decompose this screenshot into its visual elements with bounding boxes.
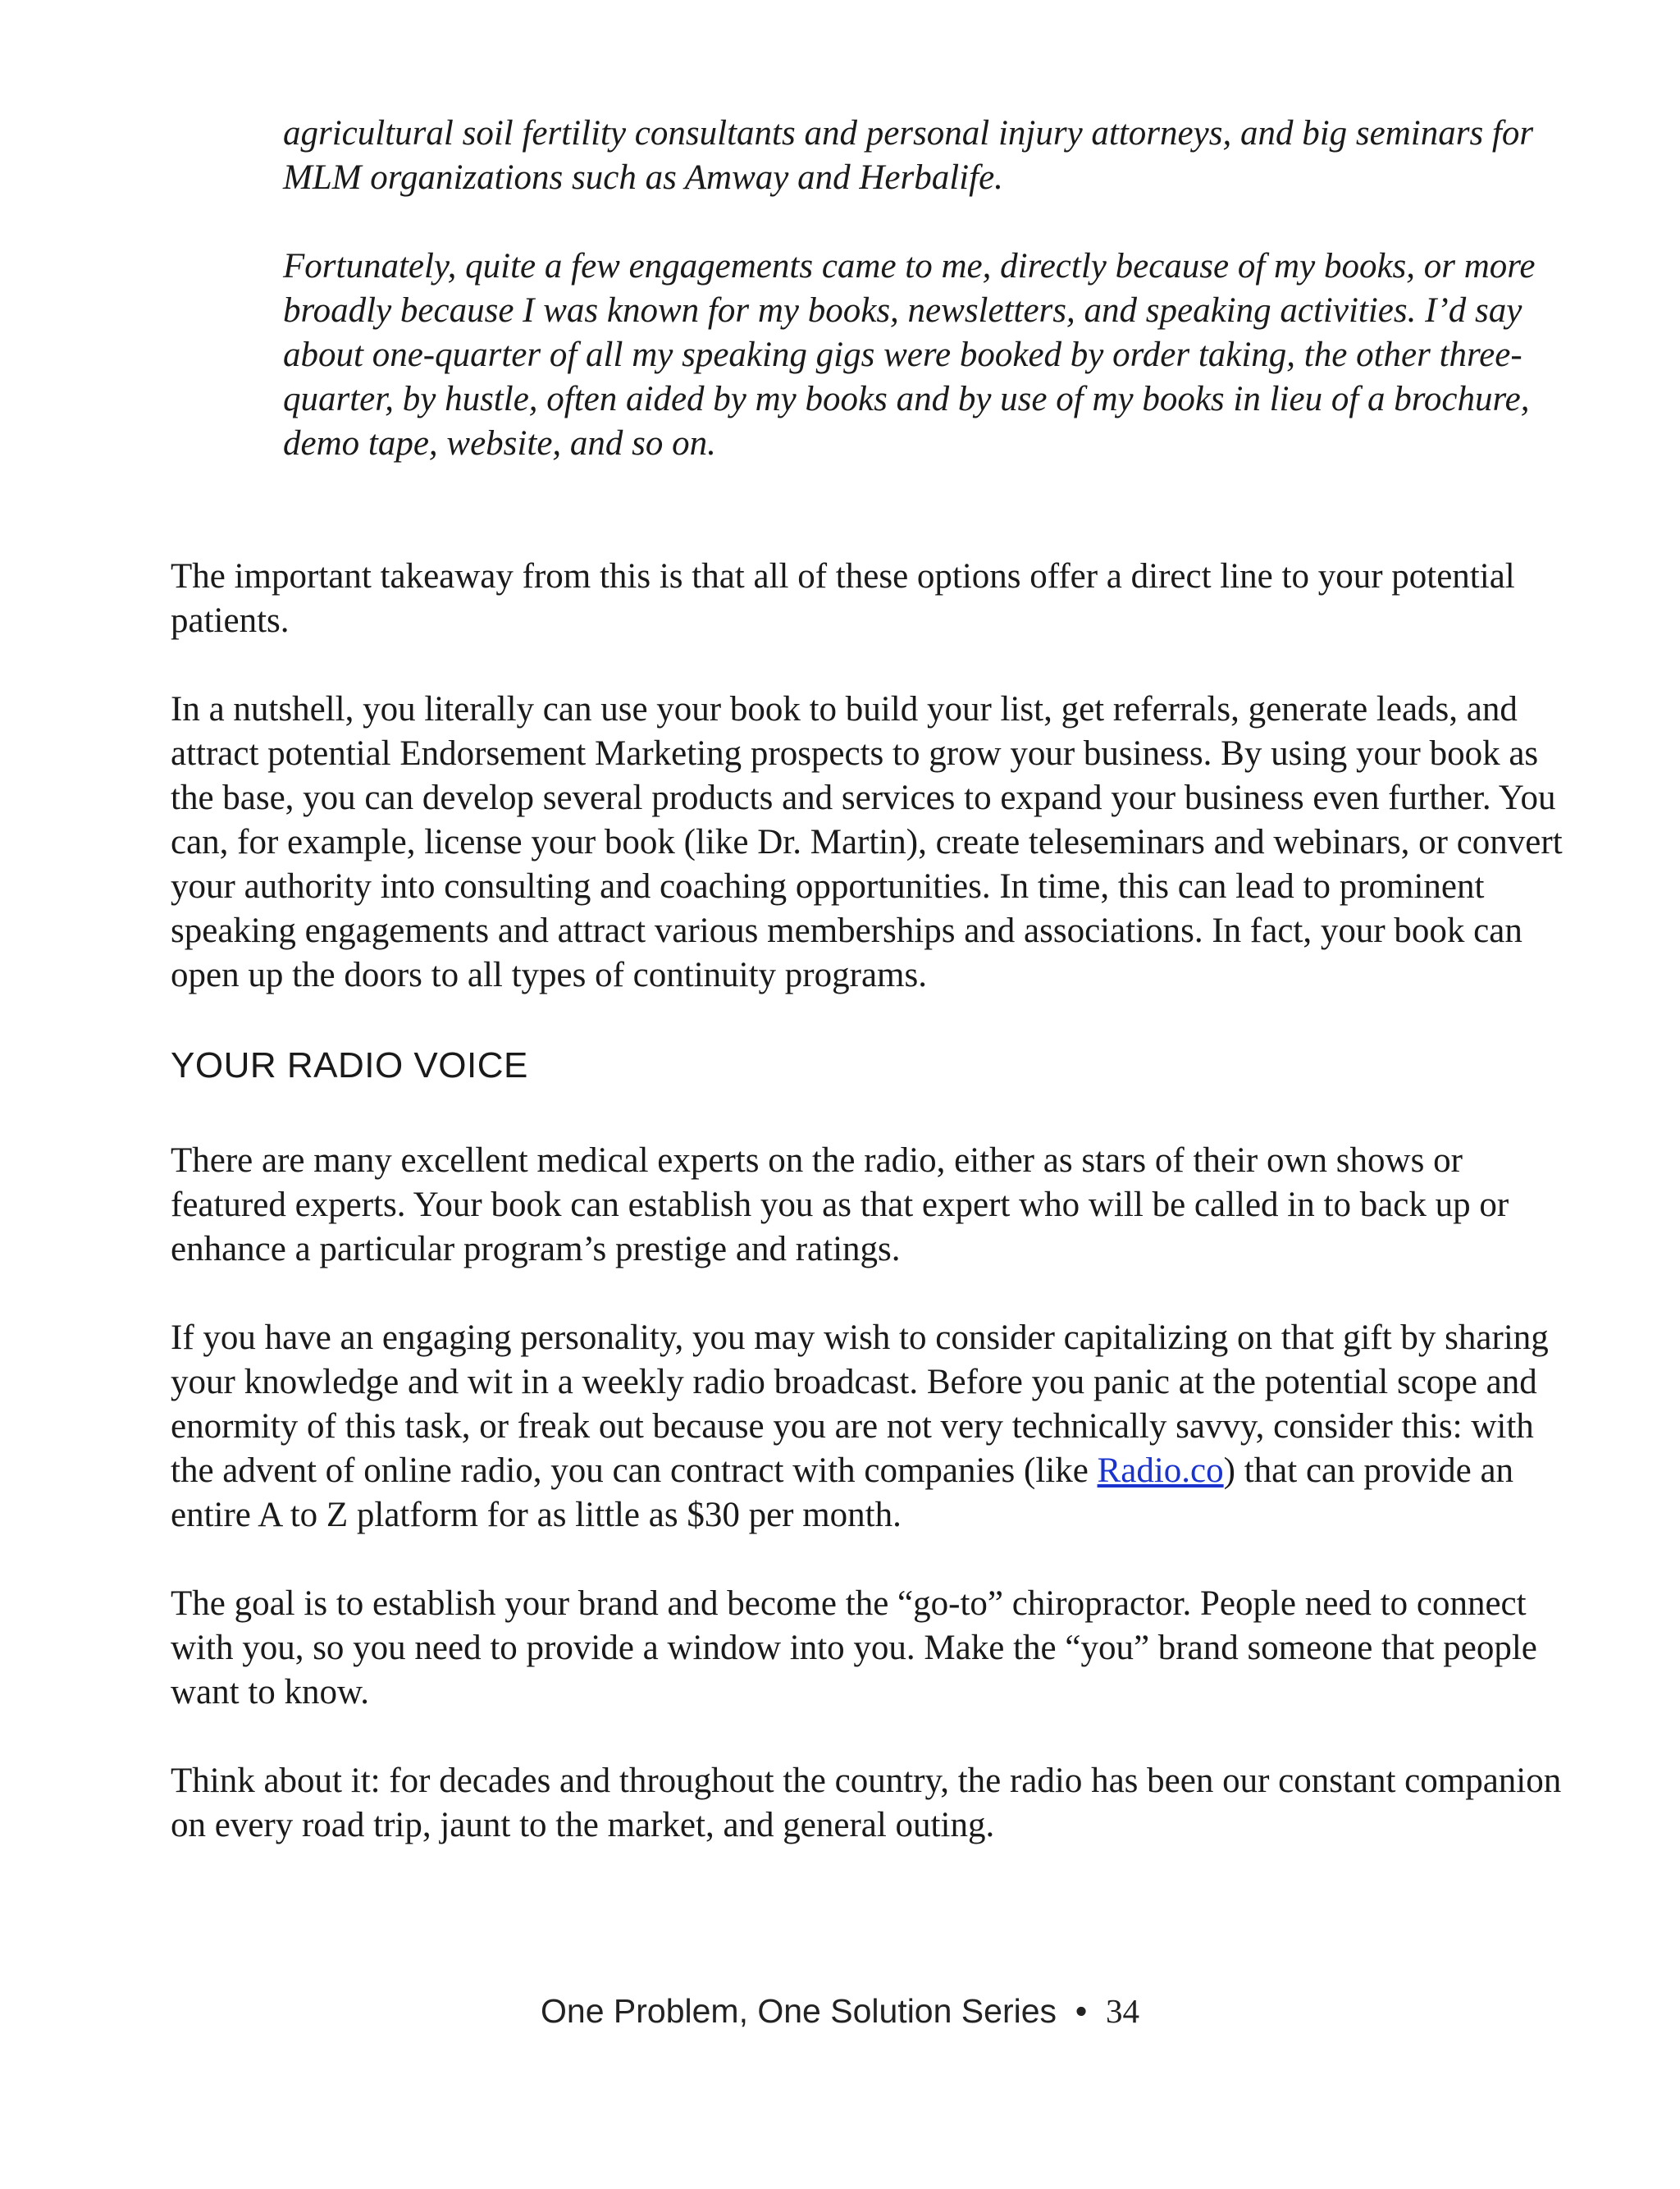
body-paragraph: In a nutshell, you literally can use your book to build your list, get referrals, generate leads, and attract potential Endorsement Marketing prospects to grow your business. By using your book as the base, you can develop several products and services to expand your business even further. You can, for example, license your book (like Dr. Martin), create teleseminars and webinars, or convert your authority into consulting and coaching opportunities. In time, this can lead to prominent speaking engagements and attract various memberships and associations. In fact, your book can open up the doors to all types of continuity programs. <box>171 690 1563 994</box>
page-number: 34 <box>1105 1992 1139 2030</box>
page-footer <box>0 1990 1680 2031</box>
body-text <box>171 555 1565 1892</box>
block-quote <box>283 112 1563 510</box>
bullet-separator: • <box>1075 1992 1088 2030</box>
radio-co-link[interactable]: Radio.co <box>1097 1451 1224 1490</box>
body-paragraph: The goal is to establish your brand and become the “go-to” chiropractor. People need to connect with you, so you need to provide a window into you. Make the “you” brand someone that people want to know. <box>171 1584 1537 1711</box>
body-paragraph: The important takeaway from this is that all of these options offer a direct line to your potential patients. <box>171 557 1515 640</box>
quote-paragraph: agricultural soil fertility consultants and personal injury attorneys, and big seminars for MLM organizations such as Amway and Herbalife. <box>283 114 1534 197</box>
quote-paragraph: Fortunately, quite a few engagements came to me, directly because of my books, or more broadly because I was known for my books, newsletters, and speaking activities. I’d say about one-quarter of all my speaking gigs were booked by order taking, the other three-quarter, by hustle, often aided by my books and by use of my books in lieu of a brochure, demo tape, website, and so on. <box>283 247 1536 463</box>
body-paragraph <box>171 1316 1565 1538</box>
body-paragraph: There are many excellent medical experts on the radio, either as stars of their own shows or featured experts. Your book can establish you as that expert who will be called in to back up or enhance a particular program’s prestige and ratings. <box>171 1141 1509 1268</box>
series-title: One Problem, One Solution Series <box>541 1992 1057 2030</box>
body-paragraph: Think about it: for decades and throughout the country, the radio has been our constant companion on every road trip, jaunt to the market, and general outing. <box>171 1762 1562 1844</box>
paragraph-text: If you have an engaging personality, you may wish to consider capitalizing on that gift by sharing your knowledge and wit in a weekly radio broadcast. Before you panic at the potential scope and enormity of this task, or freak out because you are not very technically savvy, consider this: with the advent of online radio, you can contract with companies (like <box>171 1318 1549 1490</box>
paragraph-text: ) that can provide an entire A to Z platform for as little as $30 per month. <box>171 1451 1514 1534</box>
section-heading: YOUR RADIO VOICE <box>171 1045 528 1085</box>
